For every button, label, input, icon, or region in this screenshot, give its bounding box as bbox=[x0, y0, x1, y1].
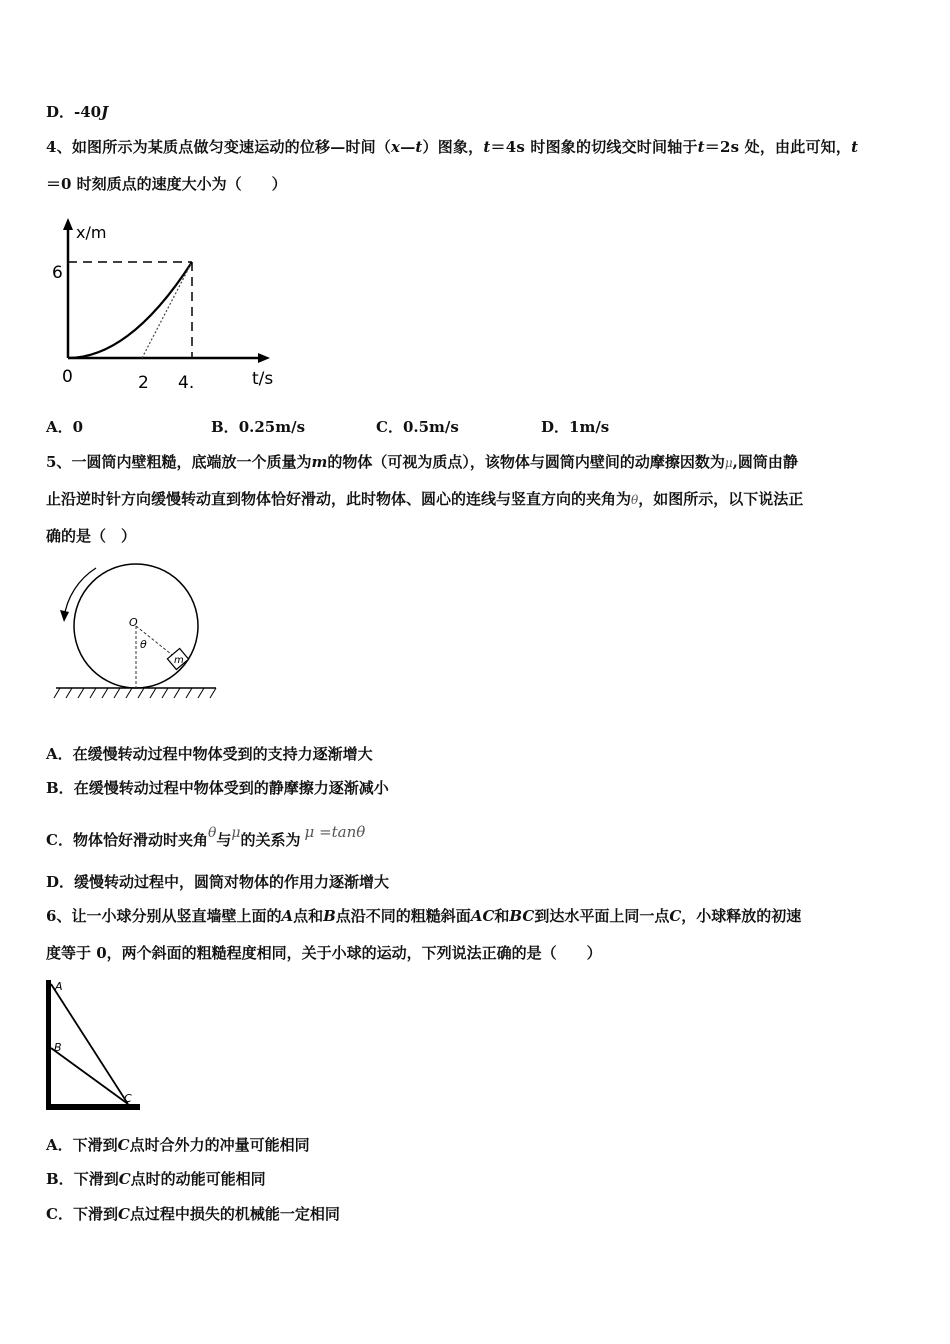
q4-option-b: B．0.25m/s bbox=[211, 418, 306, 436]
q5-option-b: B．在缓慢转动过程中物体受到的静摩擦力逐渐减小 bbox=[46, 779, 389, 797]
label-a: A bbox=[55, 980, 63, 993]
label-b: B bbox=[54, 1041, 62, 1054]
q6-option-b: B．下滑到C点时的动能可能相同 bbox=[46, 1170, 266, 1188]
tick-4: 4. bbox=[178, 373, 195, 393]
q4-option-a: A．0 bbox=[46, 418, 84, 436]
center-o-label: O bbox=[129, 616, 138, 629]
x-axis-label: t/s bbox=[252, 369, 274, 389]
prev-option-d: D．-40J bbox=[46, 103, 109, 121]
q4-option-d: D．1m/s bbox=[541, 418, 610, 436]
q4-stem-line1: 4、如图所示为某质点做匀变速运动的位移—时间（x—t）图象，t＝4s 时图象的切线交时间轴于t＝2s 处，由此可知，t bbox=[46, 138, 859, 156]
q5-cylinder-figure bbox=[46, 560, 226, 710]
q6-incline-figure bbox=[44, 976, 144, 1116]
q5-stem-line1: 5、一圆筒内壁粗糙，底端放一个质量为m的物体（可视为质点），该物体与圆筒内壁间的动摩擦因数为μ,圆筒由静 bbox=[46, 453, 798, 471]
mass-label: m bbox=[174, 655, 184, 666]
q6-option-c: C．下滑到C点过程中损失的机械能一定相同 bbox=[46, 1205, 340, 1223]
q4-stem-line2: ＝0 时刻质点的速度大小为（ ） bbox=[46, 175, 287, 193]
label-c: C bbox=[124, 1092, 132, 1105]
q5-option-d: D．缓慢转动过程中，圆筒对物体的作用力逐渐增大 bbox=[46, 873, 390, 891]
y-axis-label: x/m bbox=[76, 223, 107, 242]
q5-stem-line3: 确的是（ ） bbox=[46, 527, 137, 545]
q5-option-a: A．在缓慢转动过程中物体受到的支持力逐渐增大 bbox=[46, 745, 373, 763]
tick-origin: 0 bbox=[62, 367, 73, 387]
q6-stem-line2: 度等于 0，两个斜面的粗糙程度相同，关于小球的运动，下列说法正确的是（ ） bbox=[46, 944, 602, 962]
q6-option-a: A．下滑到C点时合外力的冲量可能相同 bbox=[46, 1136, 310, 1154]
q6-stem-line1: 6、让一小球分别从竖直墙壁上面的A点和B点沿不同的粗糙斜面AC和BC到达水平面上同一点C，小球释放的初速 bbox=[46, 907, 802, 925]
q4-xt-graph bbox=[46, 214, 296, 394]
q5-stem-line2: 止沿逆时针方向缓慢转动直到物体恰好滑动，此时物体、圆心的连线与竖直方向的夹角为θ，如图所示，以下说法正 bbox=[46, 490, 804, 508]
tick-2: 2 bbox=[138, 373, 149, 393]
tick-6: 6 bbox=[52, 263, 63, 283]
q5-option-c: C．物体恰好滑动时夹角θ与μ的关系为 μ =tanθ bbox=[46, 823, 366, 849]
q4-option-c: C．0.5m/s bbox=[376, 418, 459, 436]
theta-label: θ bbox=[140, 638, 147, 651]
